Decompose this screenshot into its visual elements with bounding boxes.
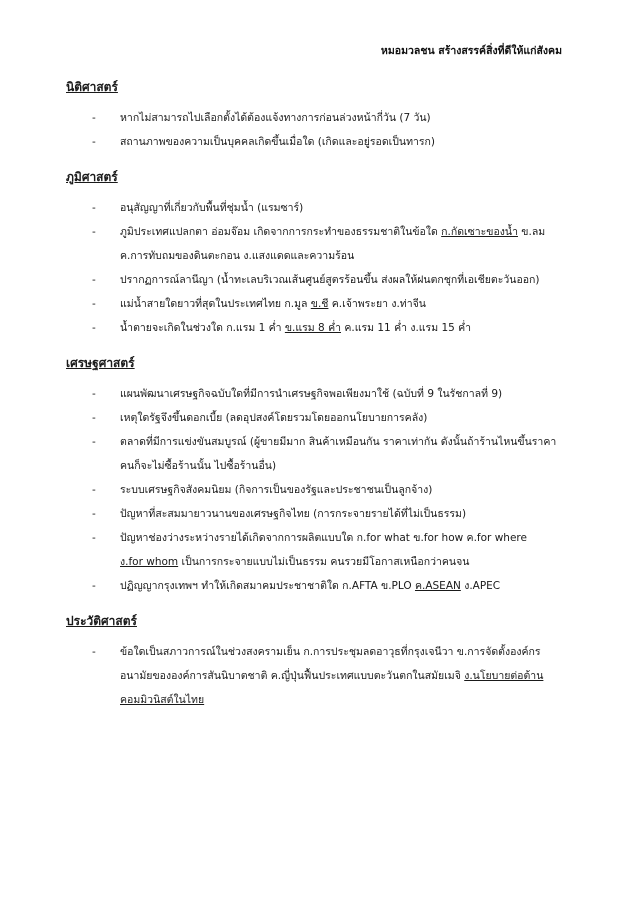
bullet-dash: - xyxy=(92,136,96,148)
bullet-dash: - xyxy=(92,202,96,214)
item-text-part: ภูมิประเทศแปลกตา อ่อมจ๊อม เกิดจากการกระทำของธรรมชาติในข้อใด xyxy=(120,226,442,238)
bullet-dash: - xyxy=(92,412,96,424)
list-item xyxy=(66,640,566,712)
item-text: หากไม่สามารถไปเลือกตั้งได้ต้องแจ้งทางการก่อนล่วงหน้ากี่วัน (7 วัน) xyxy=(120,112,431,124)
list-item xyxy=(66,316,566,340)
item-text-part: ค.เจ้าพระยา ง.ท่าจีน xyxy=(328,298,426,310)
item-text-part: ปัญหาช่องว่างระหว่างรายได้เกิดจากการผลิตแบบใด ก.for what ข.for how ค.for where xyxy=(120,532,527,544)
bullet-dash: - xyxy=(92,388,96,400)
bullet-dash: - xyxy=(92,436,96,448)
page-header: หมอมวลชน สร้างสรรค์สิ่งที่ดีให้แก่สังคม xyxy=(380,45,562,57)
underlined-answer: ก.กัดเซาะของน้ำ xyxy=(441,226,518,238)
document-body xyxy=(66,78,566,726)
list-item xyxy=(66,430,566,478)
list-item xyxy=(66,574,566,598)
list-item xyxy=(66,106,566,130)
bullet-dash: - xyxy=(92,322,96,334)
underlined-answer-continuation: คอมมิวนิสต์ในไทย xyxy=(120,694,205,706)
list-item xyxy=(66,382,566,406)
section-heading: เศรษฐศาสตร์ xyxy=(66,356,135,370)
item-text xyxy=(120,430,566,478)
item-text: ปัญหาที่สะสมมายาวนานของเศรษฐกิจไทย (การกระจายรายได้ที่ไม่เป็นธรรม) xyxy=(120,508,467,520)
bullet-dash: - xyxy=(92,580,96,592)
item-text-part: ปฏิญญากรุงเทพฯ ทำให้เกิดสมาคมประชาชาติใด ก.AFTA ข.PLO xyxy=(120,580,415,592)
section-heading: ประวัติศาสตร์ xyxy=(66,614,137,628)
bullet-dash: - xyxy=(92,226,96,238)
section-economics xyxy=(66,354,566,598)
section-heading: นิติศาสตร์ xyxy=(66,80,118,94)
underlined-answer: ค.ASEAN xyxy=(414,580,461,592)
bullet-dash: - xyxy=(92,484,96,496)
bullet-dash: - xyxy=(92,112,96,124)
item-text: ปรากฏการณ์ลานีญา (น้ำทะเลบริเวณเส้นศูนย์สูตรร้อนขึ้น ส่งผลให้ฝนตกชุกที่เอเชียตะวันออก) xyxy=(120,274,540,286)
bullet-dash: - xyxy=(92,274,96,286)
item-text: ระบบเศรษฐกิจสังคมนิยม (กิจการเป็นของรัฐและประชาชนเป็นลูกจ้าง) xyxy=(120,484,433,496)
item-text: สถานภาพของความเป็นบุคคลเกิดขึ้นเมื่อใด (เกิดและอยู่รอดเป็นทารก) xyxy=(120,136,435,148)
item-text xyxy=(120,316,566,340)
item-text xyxy=(120,574,566,598)
list-item xyxy=(66,526,566,574)
section-history xyxy=(66,612,566,712)
item-text xyxy=(120,292,566,316)
item-text-part: ข.ลม xyxy=(517,226,546,238)
item-text: อนุสัญญาที่เกี่ยวกับพื้นที่ชุ่มน้ำ (แรมซาร์) xyxy=(120,202,304,214)
list-item xyxy=(66,130,566,154)
list-item xyxy=(66,220,566,268)
item-text-part: ตลาดที่มีการแข่งขันสมบูรณ์ (ผู้ขายมีมาก สินค้าเหมือนกัน ราคาเท่ากัน ดังนั้นถ้าร้านไหนขึ้นราคา xyxy=(120,436,557,448)
underlined-answer: ข.แรม 8 ค่ำ xyxy=(284,322,341,334)
item-text: เหตุใดรัฐจึงขึ้นดอกเบี้ย (ลดอุปสงค์โดยรวมโดยออกนโยบายการคลัง) xyxy=(120,412,428,424)
list-item xyxy=(66,502,566,526)
bullet-dash: - xyxy=(92,532,96,544)
item-text-continuation: คนก็จะไม่ซื้อร้านนั้น ไปซื้อร้านอื่น) xyxy=(120,460,277,472)
bullet-dash: - xyxy=(92,298,96,310)
underlined-answer: ข.ชี xyxy=(310,298,329,310)
item-text: แผนพัฒนาเศรษฐกิจฉบับใดที่มีการนำเศรษฐกิจพอเพียงมาใช้ (ฉบับที่ 9 ในรัชกาลที่ 9) xyxy=(120,388,503,400)
item-text-part: อนามัยขององค์การสันนิบาตชาติ ค.ญี่ปุ่นฟื้นประเทศแบบตะวันตกในสมัยเมจิ xyxy=(120,670,465,682)
item-text xyxy=(120,640,566,712)
item-text xyxy=(120,220,566,268)
item-text-part: น้ำตายจะเกิดในช่วงใด ก.แรม 1 ค่ำ xyxy=(120,322,285,334)
list-item xyxy=(66,196,566,220)
item-text-part: ง.APEC xyxy=(460,580,501,592)
item-text-continuation: ค.การทับถมของดินตะกอน ง.แสงแดดและความร้อน xyxy=(120,250,355,262)
bullet-dash: - xyxy=(92,508,96,520)
list-item xyxy=(66,292,566,316)
section-law xyxy=(66,78,566,154)
list-item xyxy=(66,268,566,292)
item-text-part: ข้อใดเป็นสภาวการณ์ในช่วงสงครามเย็น ก.การประชุมลดอาวุธที่กรุงเจนีวา ข.การจัดตั้งองค์กร xyxy=(120,646,541,658)
underlined-answer: ง.for whom xyxy=(120,556,179,568)
section-heading: ภูมิศาสตร์ xyxy=(66,170,118,184)
bullet-dash: - xyxy=(92,646,96,658)
section-geography xyxy=(66,168,566,340)
underlined-answer: ง.นโยบายต่อต้าน xyxy=(464,670,544,682)
list-item xyxy=(66,478,566,502)
item-text-part: เป็นการกระจายแบบไม่เป็นธรรม คนรวยมีโอกาสเหนือกว่าคนจน xyxy=(178,556,470,568)
item-text xyxy=(120,526,566,574)
item-text-part: แม่น้ำสายใดยาวที่สุดในประเทศไทย ก.มูล xyxy=(120,298,311,310)
list-item xyxy=(66,406,566,430)
item-text-part: ค.แรม 11 ค่ำ ง.แรม 15 ค่ำ xyxy=(341,322,472,334)
